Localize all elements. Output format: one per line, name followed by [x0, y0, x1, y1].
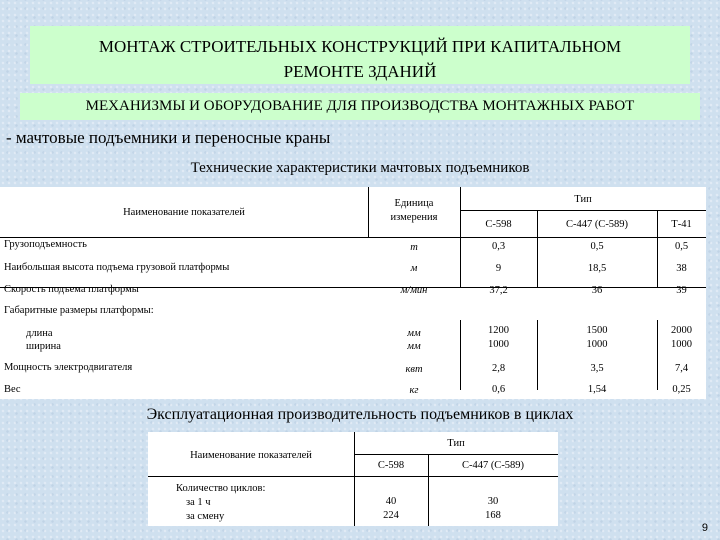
dims-label: Габаритные размеры платформы:	[4, 305, 154, 316]
type-col-2: С-447 (С-589)	[565, 219, 629, 230]
t2-row-labels	[176, 482, 265, 524]
row-unit: кг	[409, 385, 419, 396]
row-unit: т	[410, 242, 418, 253]
title-line-2: РЕМОНТЕ ЗДАНИЙ	[283, 62, 437, 81]
row-value: 0,25	[672, 384, 691, 395]
title-line-1: МОНТАЖ СТРОИТЕЛЬНЫХ КОНСТРУКЦИЙ ПРИ КАПИТАЛЬНОМ	[98, 37, 622, 56]
header-unit-line2: измерения	[390, 212, 438, 223]
row-value: 9	[495, 263, 502, 274]
row-unit: квт	[405, 364, 423, 375]
row-value: 18,5	[587, 263, 607, 274]
row-value: 0,3	[491, 241, 506, 252]
slide-title	[30, 26, 690, 84]
row-value: 0,5	[674, 241, 689, 252]
dims-unit-length: мм	[407, 328, 421, 339]
header-unit	[368, 197, 460, 225]
row-value: 1,54	[587, 384, 607, 395]
dims-unit-width: мм	[407, 341, 421, 352]
row-value: 1500	[586, 325, 608, 336]
row-value: 3,5	[590, 363, 604, 374]
dims-units	[368, 327, 460, 353]
row-value: 2000	[671, 325, 692, 336]
row-value: 7,4	[674, 363, 689, 374]
dims-width-label: ширина	[26, 341, 61, 352]
table1-caption: Технические характеристики мачтовых подъемников	[190, 160, 530, 176]
row-value: 1000	[671, 339, 692, 350]
type-col-1: С-598	[485, 219, 512, 230]
row-name: Скорость подъема платформы	[4, 284, 139, 295]
row-value: 224	[383, 510, 399, 521]
dims-length-label: длина	[26, 328, 53, 339]
row-value: 1000	[488, 339, 509, 350]
dims-values-3	[657, 324, 706, 352]
row-value: 36	[591, 285, 603, 296]
row-unit: м	[410, 263, 418, 274]
row-value: 168	[485, 510, 501, 521]
page-number: 9	[701, 522, 708, 534]
header-unit-line1: Единица	[394, 198, 434, 209]
bullet-text: - мачтовые подъемники и переносные краны	[6, 128, 331, 147]
t2-sub-hour: за 1 ч	[186, 497, 211, 508]
row-value: 40	[385, 496, 397, 507]
row-value: 38	[676, 263, 687, 274]
row-value: 1200	[488, 325, 509, 336]
row-value: 30	[487, 496, 499, 507]
t2-type-col-1: С-598	[377, 460, 405, 471]
dims-values-2	[537, 324, 657, 352]
row-value: 39	[676, 285, 687, 296]
row-name: Грузоподъемность	[4, 239, 87, 250]
type-col-3: Т-41	[671, 219, 692, 230]
row-value: 0,5	[590, 241, 604, 252]
productivity-table	[148, 432, 558, 526]
section-heading: МЕХАНИЗМЫ И ОБОРУДОВАНИЕ ДЛЯ ПРОИЗВОДСТВА МОНТАЖНЫХ РАБОТ	[20, 93, 700, 120]
t2-values-2	[428, 495, 558, 523]
row-unit: м/мин	[400, 285, 428, 296]
header-type: Тип	[574, 194, 592, 205]
specs-table	[0, 187, 706, 399]
table2-caption: Эксплуатационная производительность подъемников в циклах	[146, 406, 574, 423]
row-value: 37,2	[489, 285, 508, 296]
t2-header-name: Наименование показателей	[190, 450, 312, 461]
dims-sub-labels	[26, 327, 61, 353]
row-name: Наибольшая высота подъема грузовой платформы	[4, 262, 230, 273]
row-value: 1000	[586, 339, 608, 350]
row-name: Вес	[4, 384, 21, 395]
t2-values-1	[354, 495, 428, 523]
t2-sub-shift: за смену	[186, 511, 225, 522]
t2-header-type: Тип	[447, 438, 465, 449]
row-value: 2,8	[491, 363, 506, 374]
t2-row-label: Количество циклов:	[176, 483, 266, 494]
dims-values-1	[460, 324, 537, 352]
row-name: Мощность электродвигателя	[4, 362, 133, 373]
row-value: 0,6	[491, 384, 506, 395]
header-name: Наименование показателей	[123, 207, 245, 218]
t2-type-col-2: С-447 (С-589)	[461, 460, 525, 471]
